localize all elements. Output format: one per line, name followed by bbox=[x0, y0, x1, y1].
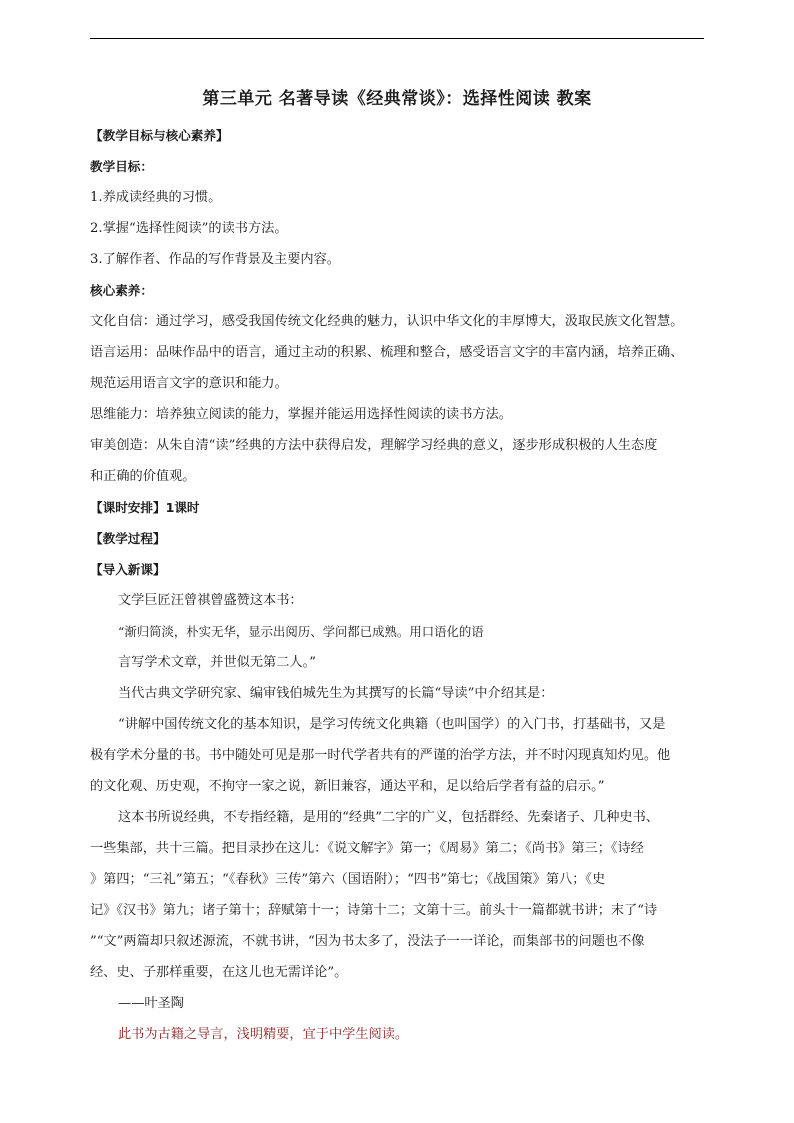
signature: ——叶圣陶 bbox=[118, 996, 184, 1011]
quote-line: “渐归简淡，朴实无华，显示出阅历、学问都已成熟。用口语化的语 bbox=[118, 624, 484, 639]
core-item: 思维能力：培养独立阅读的能力，掌握并能运用选择性阅读的读书方法。 bbox=[90, 407, 512, 422]
core-item: 和正确的价值观。 bbox=[90, 469, 196, 484]
schedule-heading: 【课时安排】 bbox=[90, 500, 166, 515]
quote-line: 的文化观、历史观，不拘守一家之说，新旧兼容，通达平和，足以给后学者有益的启示。” bbox=[90, 779, 605, 794]
summary-line: ”“文”两篇却只叙述源流，不就书讲，“因为书太多了，没法子一一详论，而集部书的问题也不像 bbox=[90, 934, 645, 949]
schedule-value: 1课时 bbox=[165, 500, 200, 515]
summary-line: 一些集部，共十三篇。把目录抄在这儿：《说文解字》第一；《周易》第二；《尚书》第三；《诗经 bbox=[90, 841, 644, 856]
core-item: 审美创造：从朱自清“读”经典的方法中获得启发，理解学习经典的意义，逐步形成积极的人生态度 bbox=[90, 438, 658, 453]
goals-label: 教学目标： bbox=[90, 159, 153, 174]
summary-line: 记》《汉书》第九；诸子第十；辞赋第十一；诗第十二；文第十三。前头十一篇都就书讲；末了“诗 bbox=[90, 903, 658, 918]
goal-item: 1.养成读经典的习惯。 bbox=[90, 190, 222, 205]
schedule-line bbox=[90, 492, 704, 523]
quote-line: “讲解中国传统文化的基本知识，是学习传统文化典籍（也叫国学）的入门书，打基础书，又是 bbox=[118, 717, 666, 732]
process-heading: 【教学过程】 bbox=[90, 531, 166, 546]
intro-paragraph: 当代古典文学研究家、编审钱伯城先生为其撰写的长篇“导读”中介绍其是： bbox=[118, 686, 554, 701]
goal-item: 2.掌握“选择性阅读”的读书方法。 bbox=[90, 221, 288, 236]
summary-line: 经、史、子那样重要，在这儿也无需详论”。 bbox=[90, 965, 348, 980]
goal-item: 3.了解作者、作品的写作背景及主要内容。 bbox=[90, 252, 340, 267]
header-rule bbox=[90, 38, 704, 39]
intro-paragraph: 文学巨匠汪曾祺曾盛赞这本书： bbox=[118, 593, 303, 608]
core-item: 语言运用：品味作品中的语言，通过主动的积累、梳理和整合，感受语言文字的丰富内涵，培养正确、 bbox=[90, 345, 684, 360]
core-item: 规范运用语言文字的意识和能力。 bbox=[90, 376, 288, 391]
quote-line: 极有学术分量的书。书中随处可见是那一时代学者共有的严谨的治学方法，并不时闪现真知灼见。他 bbox=[90, 748, 671, 763]
highlight-note: 此书为古籍之导言，浅明精要，宜于中学生阅读。 bbox=[118, 1027, 409, 1042]
core-label: 核心素养： bbox=[90, 283, 153, 298]
core-item: 文化自信：通过学习，感受我国传统文化经典的魅力，认识中华文化的丰厚博大，汲取民族文化智慧。 bbox=[90, 314, 684, 329]
document-body bbox=[90, 120, 704, 1050]
quote-line: 言写学术文章，并世似无第二人。” bbox=[118, 655, 316, 670]
summary-line: 》第四；“三礼”第五；“《春秋》三传”第六（国语附）；“四书”第七；《战国策》第八；《史 bbox=[90, 872, 606, 887]
summary-line: 这本书所说经典，不专指经籍，是用的“经典”二字的广义，包括群经、先秦诸子、几种史书、 bbox=[118, 810, 659, 825]
goals-heading: 【教学目标与核心素养】 bbox=[90, 128, 229, 143]
page-title: 第三单元 名著导读《经典常谈》：选择性阅读 教案 bbox=[202, 89, 592, 109]
intro-heading: 【导入新课】 bbox=[90, 562, 166, 577]
